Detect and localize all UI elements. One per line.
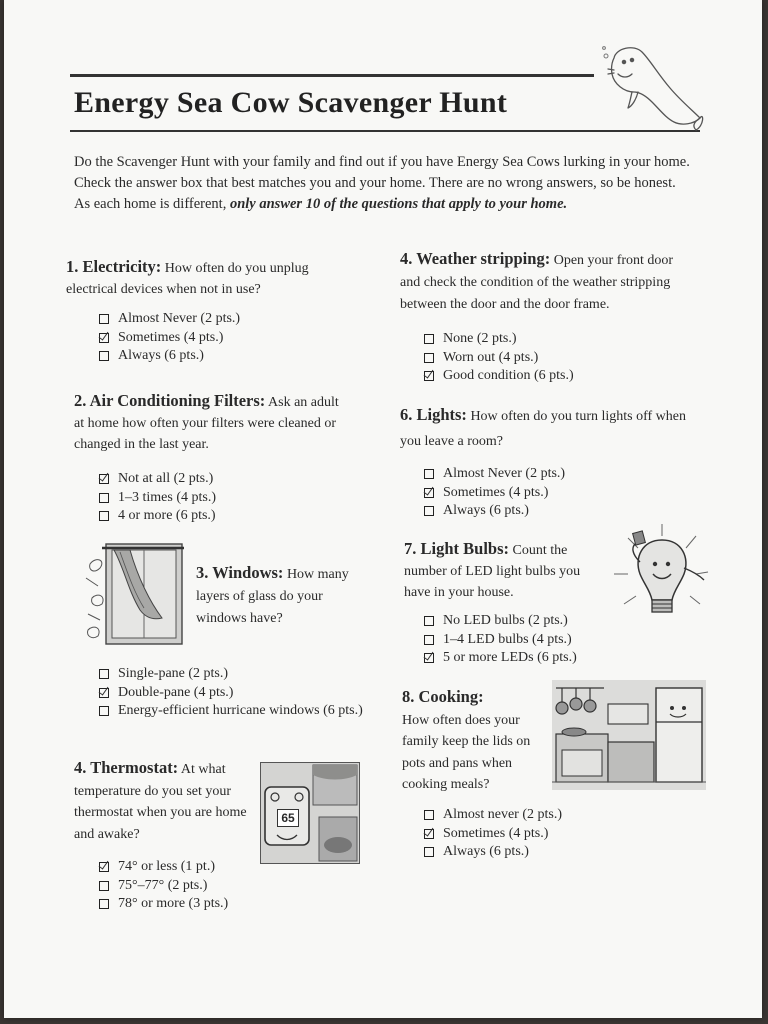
question-heading: 3. Windows: bbox=[196, 563, 284, 582]
checkbox-checked[interactable] bbox=[424, 488, 434, 498]
question-heading: 7. Light Bulbs: bbox=[404, 539, 509, 558]
options-electricity bbox=[99, 310, 240, 366]
checkbox[interactable] bbox=[99, 899, 109, 909]
option-item[interactable] bbox=[424, 612, 577, 631]
options-thermostat bbox=[99, 858, 228, 914]
option-item[interactable] bbox=[424, 649, 577, 668]
question-prompt: Count the number of LED light bulbs you have in your house. bbox=[404, 543, 581, 600]
checkbox[interactable] bbox=[424, 353, 434, 363]
checkbox-checked[interactable] bbox=[99, 333, 109, 343]
option-item[interactable] bbox=[99, 665, 359, 684]
option-item[interactable] bbox=[99, 347, 240, 366]
option-label: Double-pane (4 pts.) bbox=[118, 684, 234, 700]
option-item[interactable] bbox=[99, 684, 359, 703]
checkbox[interactable] bbox=[424, 810, 434, 820]
checkbox[interactable] bbox=[424, 847, 434, 857]
checkbox[interactable] bbox=[99, 351, 109, 361]
option-item[interactable] bbox=[424, 484, 565, 503]
question-prompt: How often do you unplug electrical devices when not in use? bbox=[66, 261, 309, 297]
option-item[interactable] bbox=[99, 507, 216, 526]
option-item[interactable] bbox=[424, 465, 565, 484]
options-cooking bbox=[424, 806, 562, 862]
page-title: Energy Sea Cow Scavenger Hunt bbox=[74, 86, 508, 119]
question-prompt: Ask an adult at home how often your filters were cleaned or changed in the last year. bbox=[74, 395, 339, 452]
question-heading: 6. Lights: bbox=[400, 405, 467, 424]
manatee-mascot-icon bbox=[600, 40, 704, 132]
option-label: Energy-efficient hurricane windows (6 pts.) bbox=[118, 703, 363, 718]
question-heading: 4. Weather stripping: bbox=[400, 249, 551, 268]
option-item[interactable] bbox=[99, 310, 240, 329]
checkbox[interactable] bbox=[99, 881, 109, 891]
option-item[interactable] bbox=[99, 329, 240, 348]
checkbox[interactable] bbox=[424, 616, 434, 626]
option-label: 5 or more LEDs (6 pts.) bbox=[443, 650, 577, 665]
option-item[interactable] bbox=[424, 843, 562, 862]
option-label: Almost never (2 pts.) bbox=[443, 807, 562, 822]
option-label: 74° or less (1 pt.) bbox=[118, 859, 215, 874]
option-item[interactable] bbox=[424, 631, 577, 650]
option-label: 75°–77° (2 pts.) bbox=[118, 877, 208, 893]
option-item[interactable] bbox=[99, 895, 228, 914]
option-label: Sometimes (4 pts.) bbox=[443, 484, 549, 500]
options-light-bulbs bbox=[424, 612, 577, 668]
checkbox-checked[interactable] bbox=[99, 474, 109, 484]
checkbox[interactable] bbox=[424, 506, 434, 516]
option-item[interactable] bbox=[99, 877, 228, 896]
option-label: Worn out (4 pts.) bbox=[443, 349, 539, 365]
thermostat-scene-icon bbox=[261, 763, 361, 865]
options-lights bbox=[424, 465, 565, 521]
option-label: 1–4 LED bulbs (4 pts.) bbox=[443, 631, 572, 647]
checkbox[interactable] bbox=[99, 706, 109, 716]
question-prompt: At what temperature do you set your thermostat when you are home and awake? bbox=[74, 762, 247, 842]
option-label: 78° or more (3 pts.) bbox=[118, 896, 229, 911]
checkbox-checked[interactable] bbox=[424, 371, 434, 381]
worksheet-page bbox=[4, 0, 762, 1018]
intro-paragraph bbox=[74, 152, 692, 215]
question-light-bulbs bbox=[404, 538, 596, 603]
option-item[interactable] bbox=[424, 806, 562, 825]
checkbox-checked[interactable] bbox=[99, 862, 109, 872]
option-label: 1–3 times (4 pts.) bbox=[118, 489, 216, 505]
checkbox[interactable] bbox=[424, 635, 434, 645]
intro-text: Do the Scavenger Hunt with your family and find out if you have Energy Sea Cows lurking in your home. Check the answer box that best matches you and your home. There are no wrong answers, so be honest. As each home is different, bbox=[74, 154, 690, 212]
option-label: Always (6 pts.) bbox=[443, 844, 529, 859]
option-item[interactable] bbox=[424, 330, 574, 349]
option-item[interactable] bbox=[99, 489, 216, 508]
checkbox-checked[interactable] bbox=[99, 688, 109, 698]
question-electricity bbox=[66, 256, 356, 300]
checkbox[interactable] bbox=[424, 334, 434, 344]
title-rule-top bbox=[70, 74, 594, 77]
light-bulb-mascot-illustration bbox=[608, 518, 716, 626]
question-heading: 2. Air Conditioning Filters: bbox=[74, 391, 266, 410]
thermostat-display: 65 bbox=[277, 809, 299, 827]
option-label: 4 or more (6 pts.) bbox=[118, 508, 216, 523]
option-item[interactable] bbox=[99, 858, 228, 877]
option-label: No LED bulbs (2 pts.) bbox=[443, 613, 568, 628]
option-label: Sometimes (4 pts.) bbox=[118, 329, 224, 345]
option-item[interactable] bbox=[424, 825, 562, 844]
question-lights bbox=[400, 402, 690, 454]
question-air-filters bbox=[74, 390, 344, 455]
checkbox[interactable] bbox=[99, 314, 109, 324]
option-label: Not at all (2 pts.) bbox=[118, 471, 214, 486]
option-label: Single-pane (2 pts.) bbox=[118, 666, 229, 681]
window-curtain-illustration bbox=[84, 538, 186, 650]
question-heading: 1. Electricity: bbox=[66, 257, 162, 276]
option-item[interactable] bbox=[99, 702, 363, 721]
checkbox-checked[interactable] bbox=[424, 829, 434, 839]
checkbox-checked[interactable] bbox=[424, 653, 434, 663]
option-label: Almost Never (2 pts.) bbox=[118, 311, 241, 326]
options-weather-stripping bbox=[424, 330, 574, 386]
options-windows bbox=[99, 665, 363, 721]
options-air-filters bbox=[99, 470, 216, 526]
checkbox[interactable] bbox=[99, 493, 109, 503]
question-thermostat bbox=[74, 757, 256, 845]
option-label: Good condition (6 pts.) bbox=[443, 368, 574, 383]
question-cooking bbox=[402, 686, 550, 796]
option-item[interactable] bbox=[424, 502, 565, 521]
intro-emphasis: only answer 10 of the questions that apply to your home. bbox=[229, 196, 568, 212]
kitchen-illustration bbox=[552, 680, 706, 790]
option-item[interactable] bbox=[99, 470, 216, 489]
option-item[interactable] bbox=[424, 367, 574, 386]
question-prompt: How often do you turn lights off when you leave a room? bbox=[400, 409, 686, 449]
option-label: Almost Never (2 pts.) bbox=[443, 466, 566, 481]
question-windows bbox=[196, 562, 368, 630]
option-label: Always (6 pts.) bbox=[118, 348, 204, 363]
question-prompt: How many layers of glass do your windows have? bbox=[196, 567, 349, 626]
checkbox[interactable] bbox=[424, 469, 434, 479]
thermostat-illustration bbox=[260, 762, 360, 864]
option-label: Always (6 pts.) bbox=[443, 503, 529, 518]
checkbox[interactable] bbox=[99, 669, 109, 679]
question-weather-stripping bbox=[400, 248, 690, 316]
question-heading: 8. Cooking: bbox=[402, 687, 484, 706]
option-label: Sometimes (4 pts.) bbox=[443, 825, 549, 841]
question-prompt: How often does your family keep the lids on pots and pans when cooking meals? bbox=[402, 712, 531, 792]
option-label: None (2 pts.) bbox=[443, 331, 517, 346]
question-heading: 4. Thermostat: bbox=[74, 758, 179, 777]
question-prompt: Open your front door and check the condition of the weather stripping between the door and the door frame. bbox=[400, 253, 674, 312]
option-item[interactable] bbox=[424, 349, 574, 368]
checkbox[interactable] bbox=[99, 511, 109, 521]
